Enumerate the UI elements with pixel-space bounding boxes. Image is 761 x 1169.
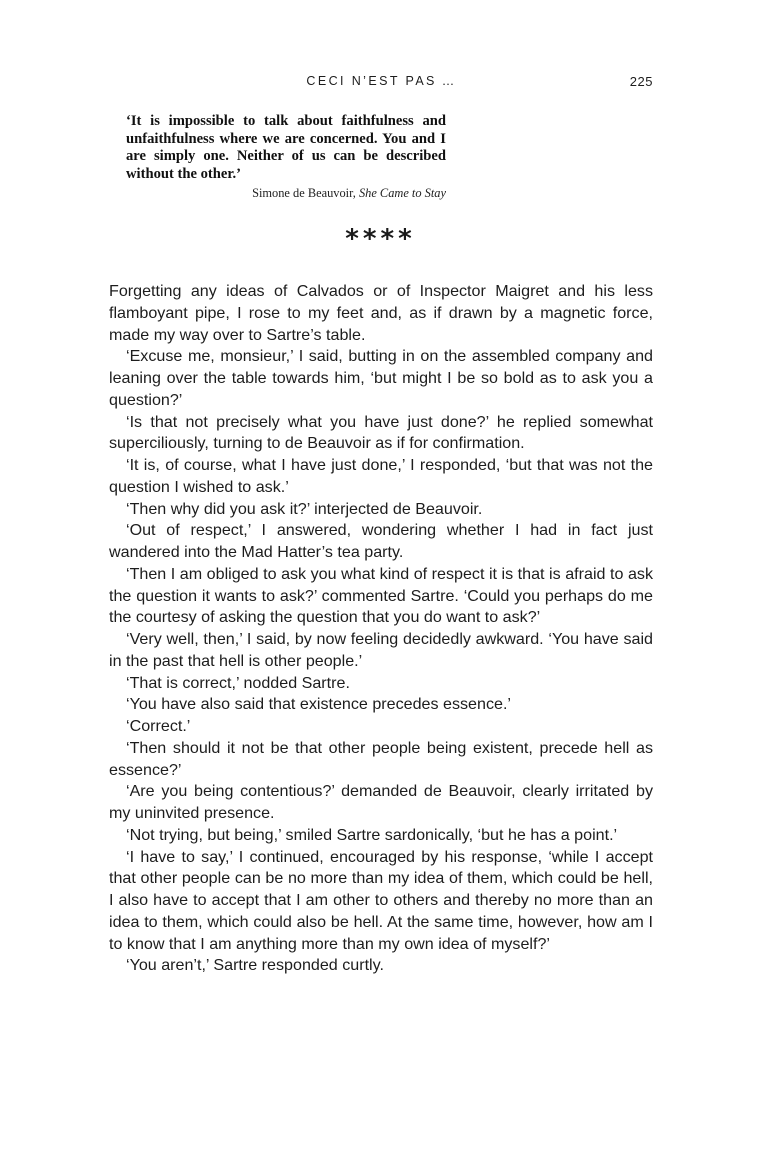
epigraph-author: Simone de Beauvoir, — [252, 186, 359, 201]
paragraph: ‘Excuse me, monsieur,’ I said, butting in on the assembled company and leaning over the table towards him, ‘but might I be so bold as to ask you a question?’ — [109, 347, 653, 409]
paragraph: ‘It is, of course, what I have just done,’ I responded, ‘but that was not the question I wished to ask.’ — [109, 456, 653, 496]
epigraph — [126, 113, 446, 201]
paragraph: Forgetting any ideas of Calvados or of Inspector Maigret and his less flamboyant pipe, I rose to my feet and, as if drawn by a magnetic force, made my way over to Sartre’s table. — [109, 282, 653, 344]
paragraph: ‘You aren’t,’ Sartre responded curtly. — [126, 956, 384, 975]
body-text — [109, 281, 653, 977]
paragraph: ‘Then why did you ask it?’ interjected de Beauvoir. — [126, 499, 483, 518]
paragraph: ‘Then should it not be that other people being existent, precede hell as essence?’ — [109, 738, 653, 779]
paragraph: ‘Is that not precisely what you have just done?’ he replied somewhat superciliously, turning to de Beauvoir as if for confirmation. — [109, 412, 653, 453]
paragraph: ‘You have also said that existence precedes essence.’ — [126, 695, 512, 714]
paragraph: ‘Out of respect,’ I answered, wondering whether I had in fact just wandered into the Mad Hatter’s tea party. — [109, 521, 653, 561]
paragraph: ‘I have to say,’ I continued, encouraged by his response, ‘while I accept that other people can be no more than my idea of them, which could be hell, I also have to accept that I am other to others and thereby no more than an idea to them, which could also be hell. At the same time, however, how am I to know that I am anything more than my own idea of myself?’ — [109, 847, 653, 953]
page-number: 225 — [629, 74, 653, 89]
paragraph: ‘Then I am obliged to ask you what kind of respect it is that is afraid to ask the question it wants to ask?’ commented Sartre. ‘Could you perhaps do me the courtesy of asking the question that you do want to ask?’ — [109, 564, 653, 627]
epigraph-quote: ‘It is impossible to talk about faithfulness and unfaithfulness where we are concerned. You and I are simply one. Neither of us can be described without the other.’ — [126, 113, 446, 182]
paragraph: ‘That is correct,’ nodded Sartre. — [126, 673, 350, 692]
paragraph: ‘Correct.’ — [126, 717, 191, 735]
paragraph: ‘Not trying, but being,’ smiled Sartre sardonically, ‘but he has a point.’ — [126, 825, 618, 844]
epigraph-attribution — [126, 186, 446, 201]
running-head — [110, 74, 653, 92]
section-break-ornament: **** — [345, 224, 416, 254]
epigraph-work-title: She Came to Stay — [358, 186, 446, 201]
running-title: CECI N’EST PAS … — [306, 74, 457, 88]
paragraph: ‘Very well, then,’ I said, by now feeling decidedly awkward. ‘You have said in the past that hell is other people.’ — [109, 630, 653, 670]
paragraph: ‘Are you being contentious?’ demanded de Beauvoir, clearly irritated by my uninvited presence. — [109, 782, 653, 822]
